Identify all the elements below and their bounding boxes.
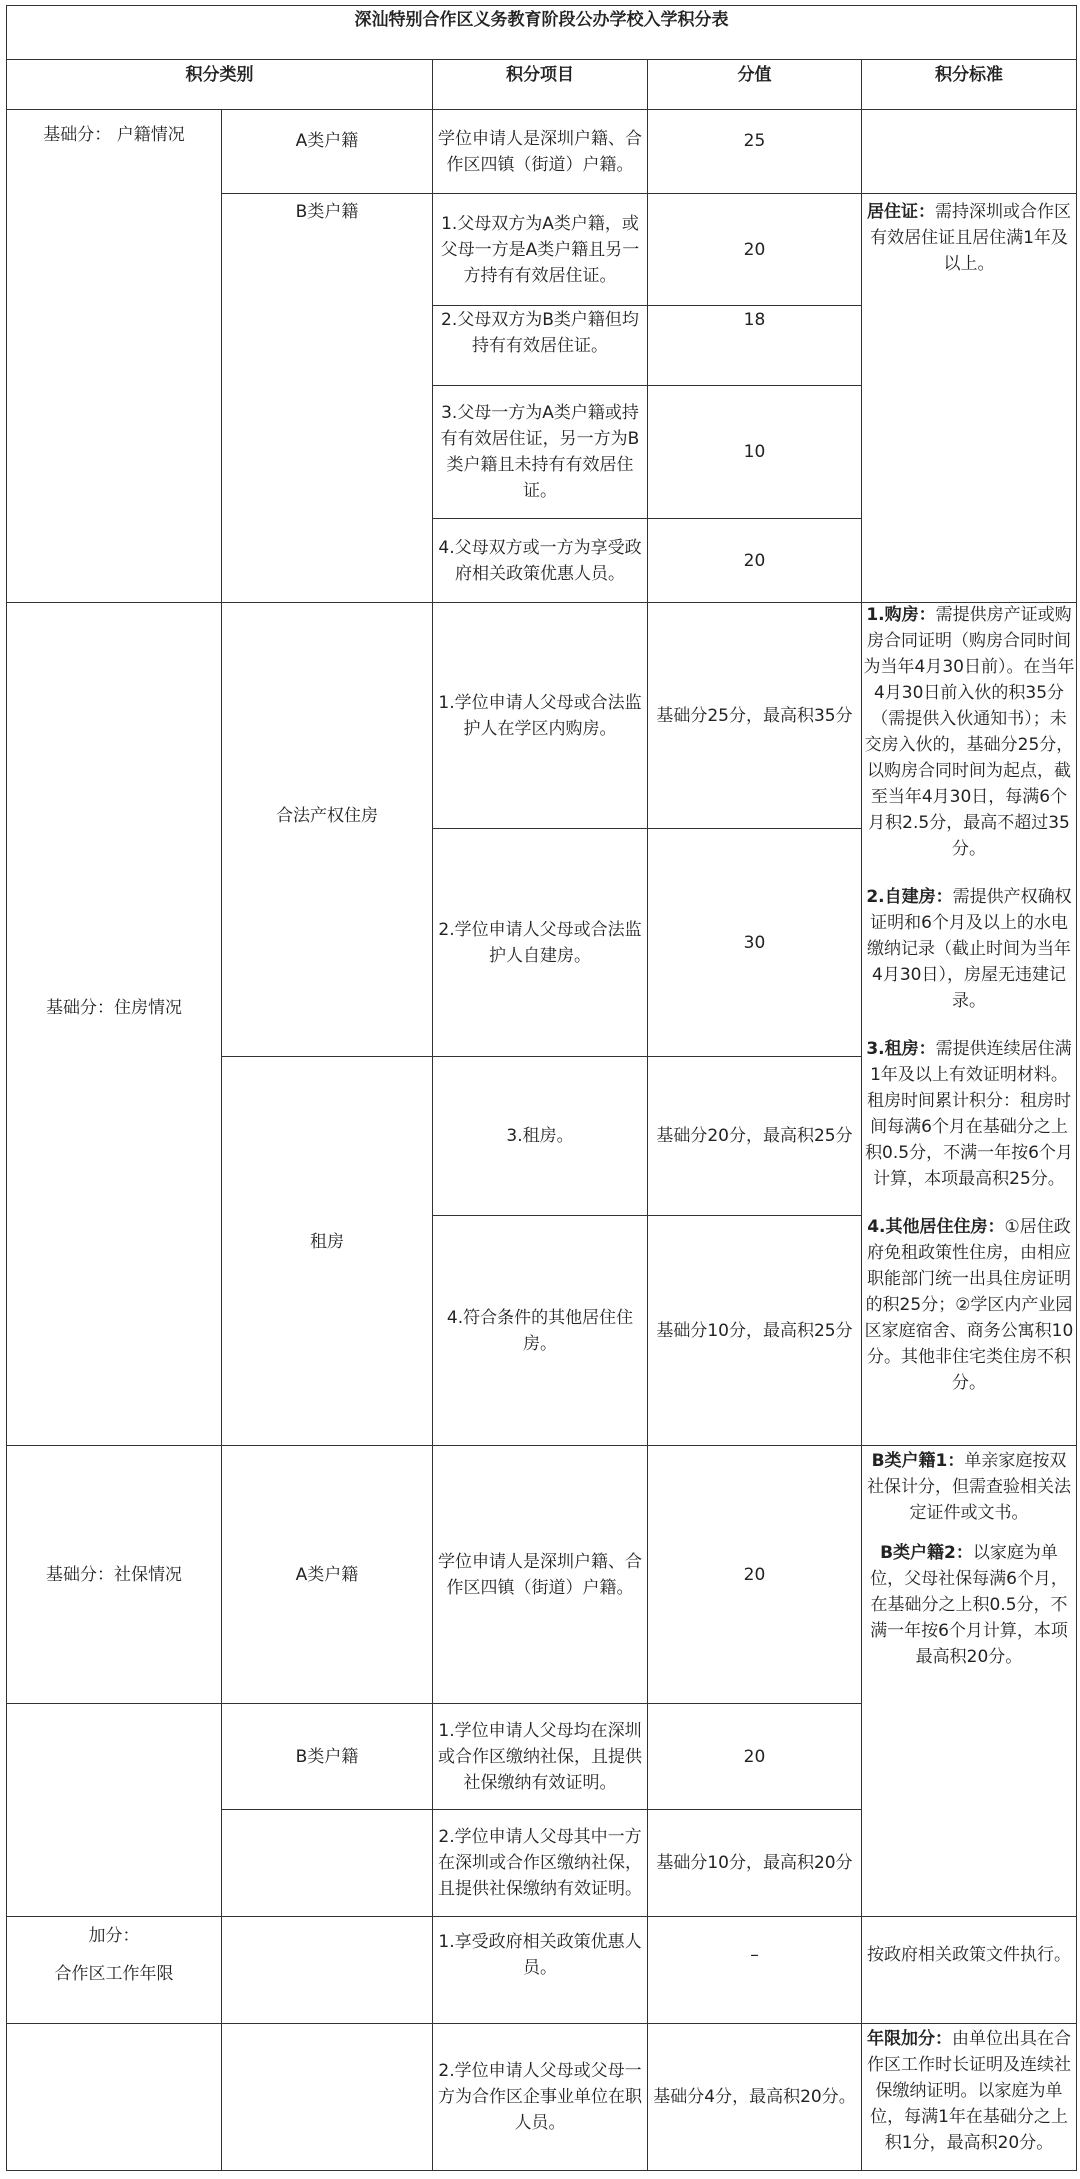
housing-item-1: 1.学位申请人父母或合法监护人在学区内购房。 bbox=[438, 692, 642, 739]
household-b-score-3: 10 bbox=[743, 442, 766, 462]
housing-label: 基础分：住房情况 bbox=[46, 998, 182, 1018]
social-item-2: 1.学位申请人父母均在深圳或合作区缴纳社保，且提供社保缴纳有效证明。 bbox=[438, 1720, 642, 1793]
bonus-standard-1: 按政府相关政策文件执行。 bbox=[867, 1945, 1071, 1965]
social-standard-2: B类户籍2：以家庭为单位，父母社保每满6个月，在基础分之上积0.5分，不满一年按6个月计算，本项最高积20分。 bbox=[870, 1543, 1068, 1667]
household-b-item-2: 2.父母双方为B类户籍但均持有有效居住证。 bbox=[441, 310, 639, 356]
years-text: 由单位出具在合作区工作时长证明及连续社保缴纳证明。以家庭为单位，每满1年在基础分之上积1分，最高积20分。 bbox=[867, 2029, 1071, 2153]
bonus-label-blank-cell bbox=[6, 2023, 222, 2171]
table-title: 深汕特别合作区义务教育阶段公办学校入学积分表 bbox=[354, 10, 729, 30]
social-item-3: 2.学位申请人父母其中一方在深圳或合作区缴纳社保，且提供社保缴纳有效证明。 bbox=[438, 1827, 642, 1899]
housing-owned-type-cell bbox=[221, 602, 433, 1057]
social-score-3: 基础分10分，最高积20分 bbox=[656, 1853, 853, 1873]
bonus-standard-2 bbox=[864, 2026, 1074, 2156]
housing-standard-1: 1.购房：需提供房产证或购房合同证明（购房合同时间为当年4月30日前）。在当年4月30日前入伙的积35分（需提供入伙通知书）；未交房入伙的，基础分25分，以购房合同时间为起点，截至当年4月30日，每满6个月积2.5分，最高不超过35分。 bbox=[863, 605, 1075, 859]
social-label-blank-cell bbox=[6, 1703, 222, 1917]
household-b-type-cell bbox=[221, 193, 433, 603]
social-standards bbox=[864, 1448, 1074, 1670]
social-item-1: 学位申请人是深圳户籍、合作区四镇（街道）户籍。 bbox=[438, 1551, 642, 1598]
social-label: 基础分：社保情况 bbox=[46, 1564, 182, 1585]
bonus-item-1: 1.享受政府相关政策优惠人员。 bbox=[438, 1932, 642, 1978]
header-item: 积分项目 bbox=[506, 65, 574, 85]
social-standard-1: B类户籍1：单亲家庭按双社保计分，但需查验相关法定证件或文书。 bbox=[867, 1451, 1071, 1523]
years-label: 年限加分： bbox=[867, 2029, 952, 2049]
bonus-type-1-cell bbox=[221, 1916, 433, 2024]
household-a-item: 学位申请人是深圳户籍、合作区四镇（街道）户籍。 bbox=[438, 128, 642, 175]
household-a-type: A类户籍 bbox=[295, 131, 359, 151]
housing-owned-type: 合法产权住房 bbox=[276, 806, 378, 826]
housing-score-4: 基础分10分，最高积25分 bbox=[656, 1320, 853, 1341]
household-label-cell bbox=[6, 109, 222, 603]
bonus-standard-1-cell bbox=[861, 1916, 1077, 2024]
household-a-standard-cell bbox=[861, 109, 1077, 194]
social-a-type: A类户籍 bbox=[295, 1564, 359, 1585]
social-blank-type-cell bbox=[221, 1809, 433, 1917]
residence-label: 居住证： bbox=[867, 202, 935, 222]
housing-standard-2: 2.自建房：需提供产权确权证明和6个月及以上的水电缴纳记录（截止时间为当年4月30日），房屋无违建记录。 bbox=[866, 887, 1072, 1011]
bonus-label-2: 合作区工作年限 bbox=[54, 1964, 174, 1984]
housing-score-2: 30 bbox=[743, 932, 766, 953]
housing-score-1: 基础分25分，最高积35分 bbox=[656, 705, 853, 726]
housing-score-3: 基础分20分，最高积25分 bbox=[656, 1126, 853, 1146]
bonus-item-2: 2.学位申请人父母或父母一方为合作区企事业单位在职人员。 bbox=[438, 2061, 642, 2133]
household-b-item-3: 3.父母一方为A类户籍或持有有效居住证，另一方为B类户籍且未持有有效居住证。 bbox=[440, 403, 640, 501]
bonus-score-1: – bbox=[750, 1945, 759, 1965]
household-label: 基础分： 户籍情况 bbox=[43, 125, 185, 145]
housing-standard-3: 3.租房：需提供连续居住满1年及以上有效证明材料。租房时间累计积分：租房时间每满6个月在基础分之上积0.5分，不满一年按6个月计算，本项最高积25分。 bbox=[865, 1039, 1073, 1189]
household-residence-standard bbox=[864, 199, 1074, 277]
header-score: 分值 bbox=[737, 65, 772, 85]
housing-item-2: 2.学位申请人父母或合法监护人自建房。 bbox=[438, 919, 642, 966]
household-b-type: B类户籍 bbox=[295, 202, 359, 222]
housing-rent-type: 租房 bbox=[310, 1232, 344, 1252]
bonus-score-1-cell bbox=[647, 1916, 862, 2024]
housing-label-cell bbox=[6, 602, 222, 1446]
social-score-2: 20 bbox=[743, 1746, 766, 1767]
household-b-item-4: 4.父母双方或一方为享受政府相关政策优惠人员。 bbox=[438, 537, 642, 584]
household-a-score: 25 bbox=[743, 131, 766, 151]
bonus-score-2: 基础分4分，最高积20分。 bbox=[653, 2087, 856, 2107]
header-standard: 积分标准 bbox=[935, 65, 1003, 85]
residence-text: 需持深圳或合作区有效居住证且居住满1年及以上。 bbox=[870, 202, 1071, 274]
social-score-1: 20 bbox=[743, 1564, 766, 1585]
housing-item-3: 3.租房。 bbox=[506, 1126, 574, 1146]
household-b-score-2: 18 bbox=[743, 310, 766, 330]
housing-standards bbox=[863, 602, 1075, 1396]
household-b-score-1: 20 bbox=[743, 239, 766, 260]
household-b-item-1: 1.父母双方为A类户籍，或父母一方是A类户籍且另一方持有有效居住证。 bbox=[440, 213, 640, 286]
social-b-type: B类户籍 bbox=[295, 1746, 359, 1767]
bonus-type-2-cell bbox=[221, 2023, 433, 2171]
housing-item-4: 4.符合条件的其他居住住房。 bbox=[446, 1307, 634, 1354]
bonus-label-1: 加分： bbox=[88, 1926, 140, 1946]
household-b-score-4: 20 bbox=[743, 550, 766, 571]
housing-standard-4: 4.其他居住住房：①居住政府免租政策性住房，由相应职能部门统一出具住房证明的积25分；②学区内产业园区家庭宿舍、商务公寓积10分。其他非住宅类住房不积分。 bbox=[864, 1217, 1074, 1393]
header-category: 积分类别 bbox=[185, 65, 254, 85]
